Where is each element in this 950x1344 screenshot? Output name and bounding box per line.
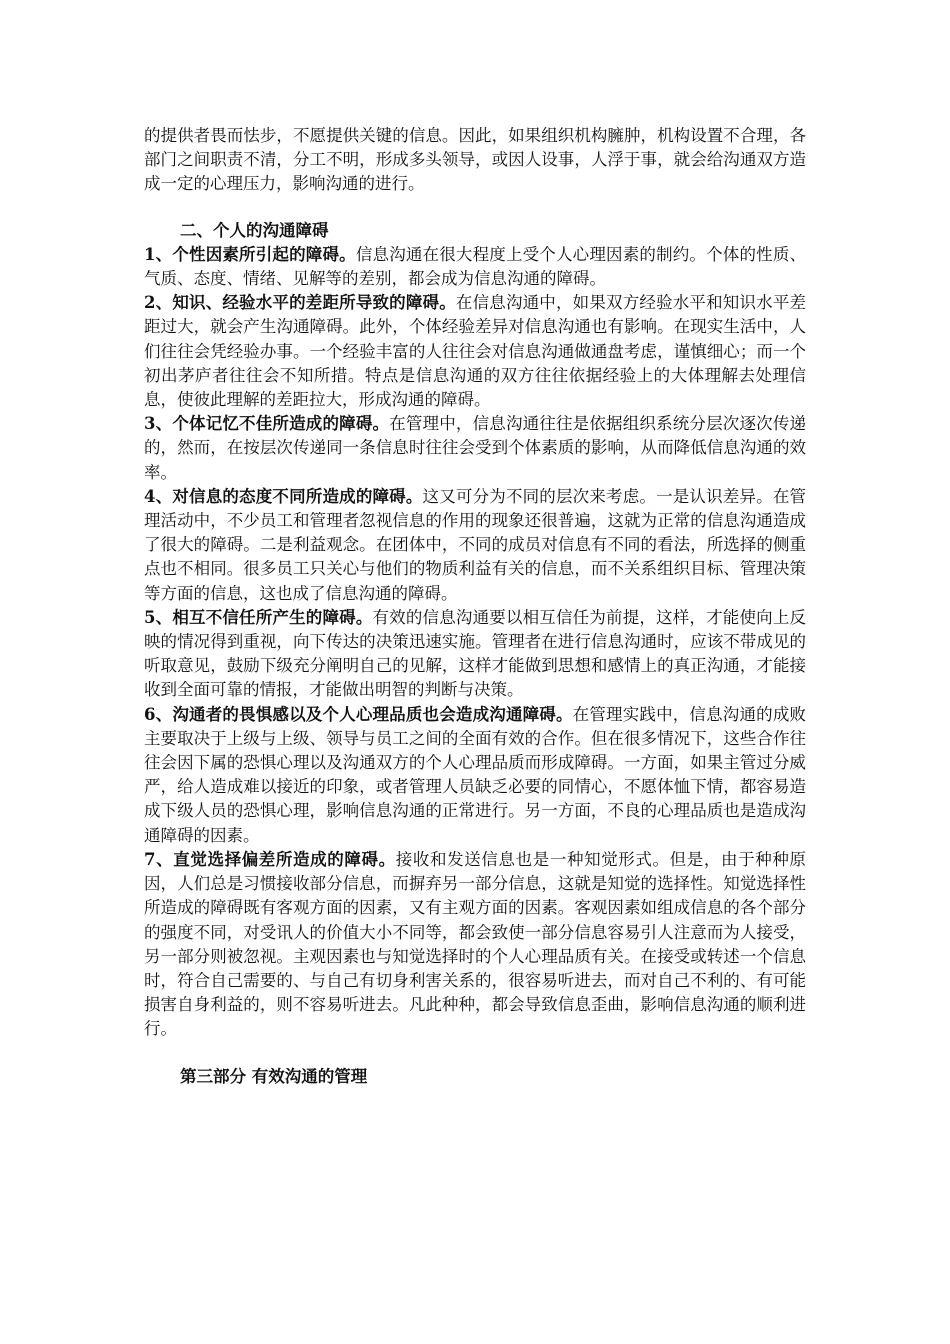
item-lead: 5、相互不信任所产生的障碍。 <box>144 607 373 627</box>
list-item <box>144 243 806 291</box>
item-body: 在信息沟通中，如果双方经验水平和知识水平差距过大，就会产生沟通障碍。此外，个体经验差异对信息沟通也有影响。在现实生活中，人们往往会凭经验办事。一个经验丰富的人往往会对信息沟通做通盘考虑，谨慎细心；而一个初出茅庐者往往会不知所措。特点是信息沟通的双方往往依据经验上的大体理解去处理信息，使彼此理解的差距拉大，形成沟通的障碍。 <box>144 293 807 410</box>
intro-paragraph: 的提供者畏而怯步，不愿提供关键的信息。因此，如果组织机构臃肿，机构设置不合理，各部门之间职责不清，分工不明，形成多头领导，或因人设事，人浮于事，就会给沟通双方造成一定的心理压力，影响沟通的进行。 <box>144 126 806 194</box>
list-item <box>144 291 806 412</box>
item-body: 信息沟通在很大程度上受个人心理因素的制约。个体的性质、气质、态度、情绪、见解等的差别，都会成为信息沟通的障碍。 <box>144 244 807 289</box>
item-lead: 4、对信息的态度不同所造成的障碍。 <box>144 486 423 506</box>
item-body: 接收和发送信息也是一种知觉形式。但是，由于种种原因，人们总是习惯接收部分信息，而摒弃另一部分信息，这就是知觉的选择性。知觉选择性所造成的障碍既有客观方面的因素，又有主观方面的因素。客观因素如组成信息的各个部分的强度不同，对受讯人的价值大小不同等，都会致使一部分信息容易引人注意而为人接受，另一部分则被忽视。主观因素也与知觉选择时的个人心理品质有关。在接受或转述一个信息时，符合自己需要的、与自己有切身利害关系的，很容易听进去，而对自己不利的、有可能损害自身利益的，则不容易听进去。凡此种种，都会导致信息歪曲，影响信息沟通的顺利进行。 <box>144 849 806 1039</box>
item-lead: 7、直觉选择偏差所造成的障碍。 <box>144 849 396 869</box>
item-body: 这又可分为不同的层次来考虑。一是认识差异。在管理活动中，不少员工和管理者忽视信息的作用的现象还很普遍，这就为正常的信息沟通造成了很大的障碍。二是利益观念。在团体中，不同的成员对信息有不同的看法，所选择的侧重点也不相同。很多员工只关心与他们的物质利益有关的信息，而不关系组织目标、管理决策等方面的信息，这也成了信息沟通的障碍。 <box>144 486 807 603</box>
document-page <box>144 124 806 1089</box>
item-lead: 3、个体记忆不佳所造成的障碍。 <box>144 414 390 434</box>
item-lead: 1、个性因素所引起的障碍。 <box>144 244 356 264</box>
item-lead: 2、知识、经验水平的差距所导致的障碍。 <box>144 293 456 313</box>
list-item <box>144 606 806 703</box>
item-body: 在管理中，信息沟通往往是依据组织系统分层次逐次传递的，然而，在按层次传递同一条信息时往往会受到个体素质的影响，从而降低信息沟通的效率。 <box>144 414 807 482</box>
item-body: 有效的信息沟通要以相互信任为前提，这样，才能使向上反映的情况得到重视，向下传达的决策迅速实施。管理者在进行信息沟通时，应该不带成见的听取意见，鼓励下级充分阐明自己的见解，这样才能做到思想和感情上的真正沟通，才能接收到全面可靠的情报，才能做出明智的判断与决策。 <box>144 607 806 700</box>
section-two-heading: 二、个人的沟通障碍 <box>180 220 329 240</box>
list-item <box>144 485 806 606</box>
list-item <box>144 703 806 848</box>
section-three-heading: 第三部分 有效沟通的管理 <box>180 1066 368 1086</box>
list-item <box>144 412 806 485</box>
item-body: 在管理实践中，信息沟通的成败主要取决于上级与上级、领导与员工之间的全面有效的合作。但在很多情况下，这些合作往往会因下属的恐惧心理以及沟通双方的个人心理品质而形成障碍。一方面，如果主管过分威严，给人造成难以接近的印象，或者管理人员缺乏必要的同情心，不愿体恤下情，都容易造成下级人员的恐惧心理，影响信息沟通的正常进行。另一方面，不良的心理品质也是造成沟通障碍的因素。 <box>144 704 807 845</box>
list-item <box>144 848 806 1042</box>
item-lead: 6、沟通者的畏惧感以及个人心理品质也会造成沟通障碍。 <box>144 704 573 724</box>
